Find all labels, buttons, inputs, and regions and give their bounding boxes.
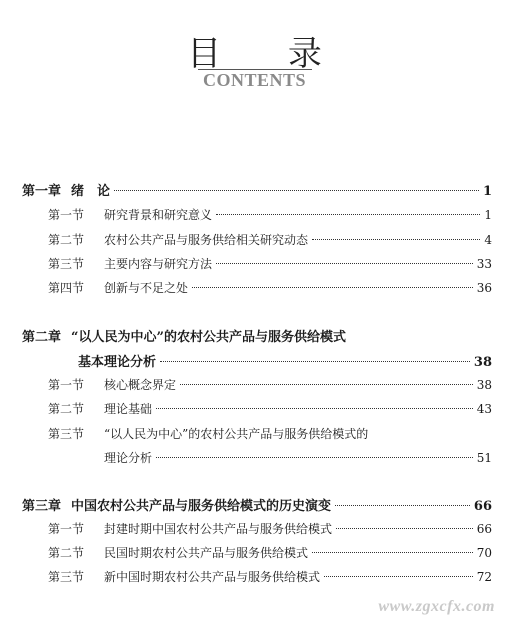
section-title: 主要内容与研究方法 (104, 257, 213, 271)
section-1-4-entry[interactable] (48, 279, 492, 297)
section-title: 创新与不足之处 (104, 281, 189, 295)
section-number: 第四节 (48, 281, 85, 295)
section-number: 第二节 (48, 233, 85, 247)
section-1-2-entry[interactable] (48, 231, 492, 249)
section-1-1-entry[interactable] (48, 206, 492, 224)
section-number: 第二节 (48, 402, 85, 416)
chapter-number: 第二章 (22, 330, 62, 345)
chapter-title-line1: “以人民为中心”的农村公共产品与服务供给模式 (71, 330, 346, 345)
page-number: 66 (473, 499, 492, 514)
dot-leader (156, 408, 473, 409)
page-number: 72 (476, 570, 492, 584)
section-3-2-entry[interactable] (48, 544, 492, 562)
page-number: 66 (476, 522, 492, 536)
page-number: 1 (482, 184, 492, 199)
dot-leader (216, 263, 473, 264)
page-number: 43 (476, 402, 492, 416)
section-3-1-entry[interactable] (48, 520, 492, 538)
chapter-number: 第三章 (22, 499, 62, 514)
chapter-title: 绪 论 (71, 184, 111, 199)
section-number: 第一节 (48, 522, 85, 536)
toc-title: 目 录 (187, 34, 350, 74)
section-number: 第三节 (48, 257, 85, 271)
section-title: 研究背景和研究意义 (104, 208, 213, 222)
chapter-2-entry[interactable] (78, 351, 492, 369)
section-title-line1: “以人民为中心”的农村公共产品与服务供给模式的 (104, 427, 369, 441)
chapter-title-line2: 基本理论分析 (78, 355, 157, 370)
section-title: 新中国时期农村公共产品与服务供给模式 (104, 570, 321, 584)
dot-leader (312, 552, 473, 553)
section-2-3-heading[interactable] (48, 425, 368, 442)
chapter-2-heading[interactable] (22, 326, 346, 345)
section-title: 核心概念界定 (104, 378, 177, 392)
section-2-2-entry[interactable] (48, 400, 492, 418)
section-title: 农村公共产品与服务供给相关研究动态 (104, 233, 309, 247)
section-title: 理论基础 (104, 402, 153, 416)
chapter-3-entry[interactable] (22, 495, 492, 513)
page-number: 1 (484, 208, 492, 222)
section-title-line2: 理论分析 (104, 451, 153, 465)
chapter-title: 中国农村公共产品与服务供给模式的历史演变 (71, 499, 332, 514)
dot-leader (216, 214, 480, 215)
section-1-3-entry[interactable] (48, 255, 492, 273)
dot-leader (324, 576, 473, 577)
dot-leader (192, 287, 473, 288)
dot-leader (180, 384, 473, 385)
page-number: 33 (476, 257, 492, 271)
section-number: 第二节 (48, 546, 85, 560)
toc-subtitle: CONTENTS (202, 70, 307, 90)
page-number: 38 (473, 355, 492, 370)
page-number: 4 (484, 233, 492, 247)
section-number: 第一节 (48, 208, 85, 222)
chapter-number: 第一章 (22, 184, 62, 199)
section-title: 民国时期农村公共产品与服务供给模式 (104, 546, 309, 560)
dot-leader (336, 528, 473, 529)
section-2-1-entry[interactable] (48, 376, 492, 394)
dot-leader (160, 361, 470, 362)
dot-leader (335, 505, 470, 506)
page-number: 36 (476, 281, 492, 295)
section-number: 第三节 (48, 427, 85, 441)
dot-leader (156, 457, 473, 458)
page-number: 38 (476, 378, 492, 392)
chapter-1-entry[interactable] (22, 180, 492, 198)
page-number: 70 (476, 546, 492, 560)
dot-leader (312, 239, 480, 240)
section-number: 第一节 (48, 378, 85, 392)
page-number: 51 (476, 451, 492, 465)
dot-leader (114, 190, 479, 191)
section-number: 第三节 (48, 570, 85, 584)
section-2-3-entry[interactable] (104, 449, 492, 467)
section-3-3-entry[interactable] (48, 568, 492, 586)
site-watermark: www.zgxcfx.com (378, 598, 495, 615)
section-title: 封建时期中国农村公共产品与服务供给模式 (104, 522, 333, 536)
